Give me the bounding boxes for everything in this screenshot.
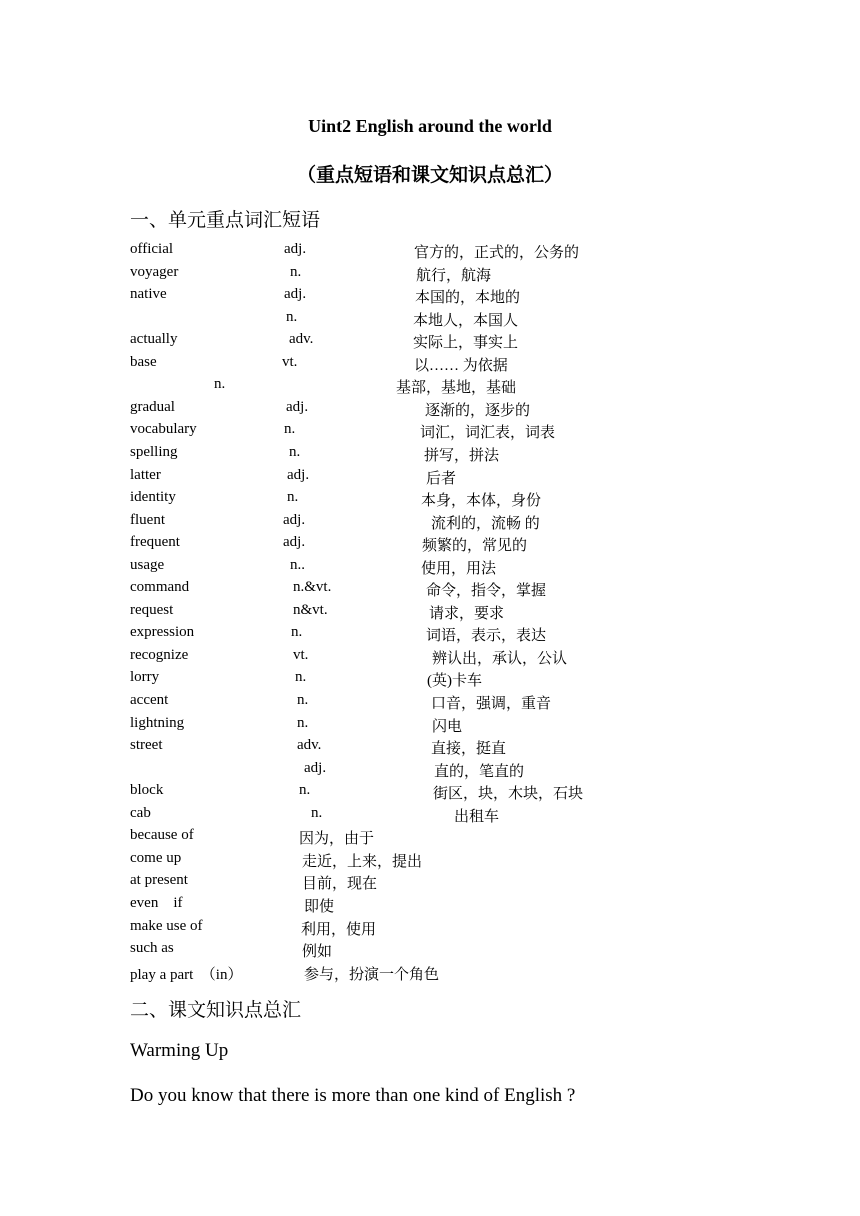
phrase-text: because of	[130, 827, 194, 844]
vocab-meaning: 街区，块，木块，石块	[433, 786, 584, 803]
vocab-word: gradual	[130, 398, 175, 415]
section2-heading: 二、课文知识点总汇	[130, 1000, 302, 1021]
vocab-pos: n.	[284, 421, 296, 438]
vocab-word: request	[130, 601, 174, 618]
vocab-pos: n.	[297, 692, 309, 708]
vocab-pos: adj.	[283, 534, 306, 551]
vocab-pos: vt.	[282, 353, 298, 370]
vocab-meaning: (英)卡车	[427, 673, 482, 690]
vocab-word: usage	[130, 556, 165, 573]
vocab-meaning: 辨认出，承认，公认	[432, 650, 568, 667]
vocab-word: vocabulary	[130, 421, 197, 438]
vocab-pos: adj.	[283, 511, 306, 528]
vocab-pos: adj.	[286, 398, 309, 415]
vocab-pos: n.	[289, 443, 301, 460]
vocab-word: voyager	[130, 263, 179, 280]
vocab-word: latter	[130, 466, 161, 483]
vocab-meaning: 基部，基地，基础	[396, 380, 517, 397]
phrase-meaning: 利用，使用	[301, 921, 377, 938]
vocab-word: base	[130, 353, 157, 370]
vocab-meaning: 本国的，本地的	[415, 290, 521, 307]
phrase-text: play a part （in）	[130, 966, 243, 983]
vocab-word: actually	[130, 331, 178, 348]
vocab-pos: n.	[291, 624, 303, 641]
vocab-word: recognize	[130, 646, 189, 663]
vocab-meaning: 使用，用法	[421, 560, 497, 577]
vocab-meaning: 后者	[426, 470, 457, 487]
phrase-text: come up	[130, 849, 182, 866]
document-subtitle: （重点短语和课文知识点总汇）	[296, 165, 563, 186]
vocab-word: lightning	[130, 714, 185, 731]
vocab-meaning: 出租车	[454, 808, 500, 825]
vocab-meaning: 请求，要求	[429, 605, 505, 622]
vocab-pos: n.	[297, 714, 309, 731]
vocab-meaning: 以…… 为依据	[414, 357, 508, 374]
vocab-pos: adv.	[289, 331, 314, 348]
vocab-pos: adv.	[297, 737, 322, 754]
vocab-word: identity	[130, 489, 176, 506]
phrase-text: even if	[130, 894, 183, 911]
phrase-text: at present	[130, 872, 188, 889]
vocab-word: accent	[130, 692, 169, 708]
vocab-word: fluent	[130, 511, 165, 528]
vocab-word: command	[130, 579, 190, 596]
document-title: Uint2 English around the world	[308, 116, 552, 136]
intro-question: Do you know that there is more than one kind of English ?	[130, 1085, 576, 1106]
vocab-meaning: 频繁的，常见的	[422, 538, 528, 555]
vocab-meaning: 直接，挺直	[431, 741, 507, 758]
vocab-meaning: 官方的，正式的，公务的	[414, 245, 580, 261]
vocab-pos: n.&vt.	[293, 579, 332, 596]
phrase-meaning: 参与，扮演一个角色	[304, 966, 440, 983]
vocab-meaning: 实际上，事实上	[413, 335, 519, 352]
phrase-meaning: 即使	[304, 898, 335, 915]
vocab-meaning: 本身，本体，身份	[421, 493, 542, 510]
vocab-pos: n&vt.	[293, 601, 328, 618]
phrase-text: such as	[130, 940, 174, 957]
vocab-pos: n.	[214, 376, 226, 393]
vocab-word: native	[130, 286, 167, 303]
phrase-text: make use of	[130, 917, 203, 934]
vocab-pos: n.	[295, 669, 307, 686]
vocab-word: lorry	[130, 669, 160, 686]
vocab-meaning: 本地人，本国人	[413, 312, 519, 329]
vocab-word: official	[130, 241, 174, 257]
phrase-meaning: 走近，上来，提出	[302, 853, 423, 870]
vocab-pos: n.	[286, 308, 298, 325]
vocab-meaning: 航行，航海	[416, 267, 492, 284]
vocab-pos: n.	[290, 263, 302, 280]
phrase-meaning: 因为，由于	[299, 831, 375, 848]
section1-heading: 一、单元重点词汇短语	[130, 210, 321, 231]
vocab-meaning: 闪电	[432, 718, 463, 735]
vocab-meaning: 拼写，拼法	[424, 447, 500, 464]
warming-up-heading: Warming Up	[130, 1040, 229, 1061]
vocab-word: expression	[130, 624, 195, 641]
vocab-meaning: 词汇，词汇表，词表	[420, 425, 556, 442]
vocab-meaning: 命令，指令，掌握	[426, 583, 547, 600]
vocab-word: spelling	[130, 443, 178, 460]
vocab-meaning: 词语，表示，表达	[426, 628, 547, 645]
vocab-word: cab	[130, 804, 151, 821]
vocab-pos: n.	[311, 804, 323, 821]
vocab-pos: n..	[290, 556, 305, 573]
vocab-pos: n.	[299, 782, 311, 799]
vocab-pos: n.	[287, 489, 299, 506]
vocab-pos: adj.	[304, 759, 327, 776]
vocab-word: block	[130, 782, 164, 799]
vocab-word: frequent	[130, 534, 180, 551]
vocab-pos: adj.	[287, 466, 310, 483]
vocab-pos: adj.	[284, 241, 307, 257]
vocab-meaning: 口音，强调，重音	[431, 696, 552, 712]
phrase-meaning: 目前，现在	[302, 876, 378, 893]
vocab-pos: adj.	[284, 286, 307, 303]
vocab-meaning: 直的，笔直的	[434, 763, 525, 780]
vocab-meaning: 流利的，流畅 的	[431, 515, 540, 532]
vocab-word: street	[130, 737, 163, 754]
vocab-pos: vt.	[293, 646, 309, 663]
vocab-meaning: 逐渐的，逐步的	[425, 402, 531, 419]
phrase-meaning: 例如	[302, 944, 333, 961]
